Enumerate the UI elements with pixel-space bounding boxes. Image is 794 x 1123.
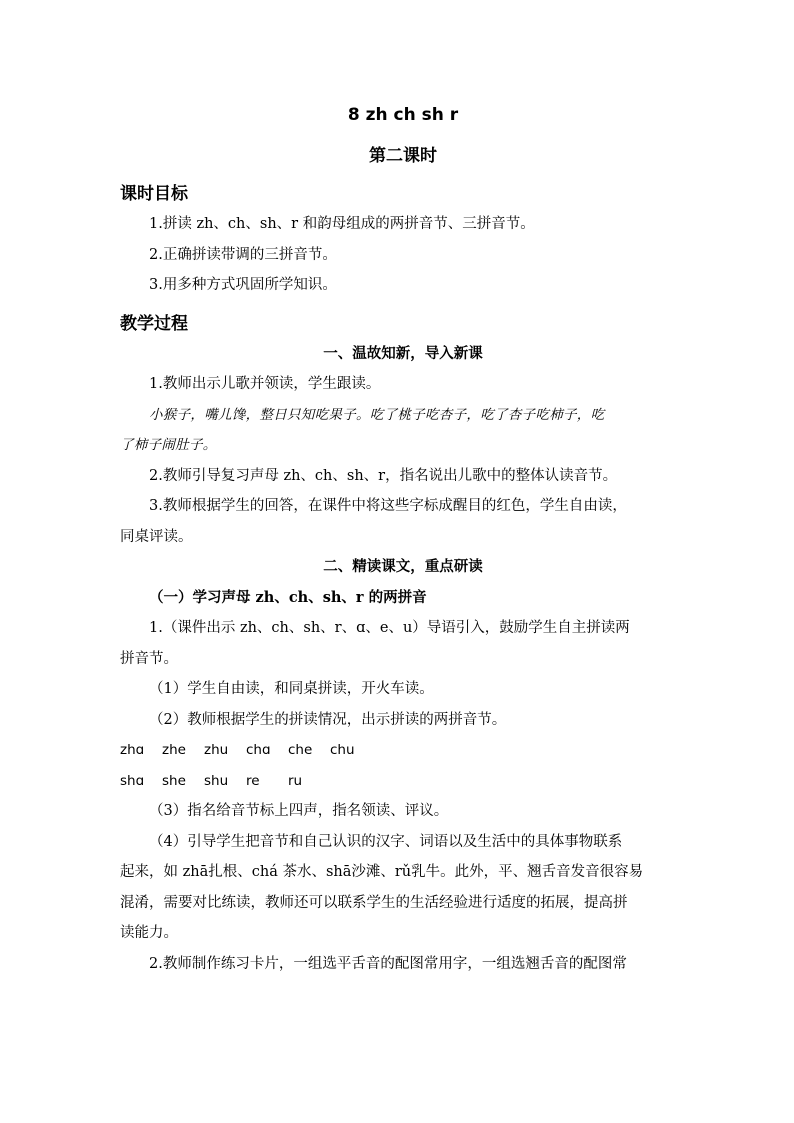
pinyin-syllable: zhɑ [120, 742, 145, 758]
paragraph: 2.教师引导复习声母 zh、ch、sh、r，指名说出儿歌中的整体认读音节。 [149, 467, 618, 484]
pinyin-syllable: re [246, 772, 260, 789]
lesson-title: 8 zh ch sh r [347, 105, 459, 125]
poem-line: 小猴子，嘴儿馋，整日只知吃果子。吃了桃子吃杏子，吃了杏子吃柿子，吃 [149, 406, 605, 423]
document-page [120, 96, 686, 979]
list-item: （2）教师根据学生的拼读情况，出示拼读的两拼音节。 [149, 711, 507, 728]
goal-item: 2.正确拼读带调的三拼音节。 [149, 246, 337, 263]
pinyin-syllable: chɑ [246, 742, 271, 758]
paragraph: 1.（课件出示 zh、ch、sh、r、ɑ、e、u）导语引入，鼓励学生自主拼读两 [149, 620, 630, 636]
goals-heading: 课时目标 [120, 184, 188, 204]
paragraph: 拼音节。 [120, 650, 178, 667]
pinyin-syllable: shu [204, 772, 229, 789]
pinyin-syllable: shɑ [120, 772, 145, 789]
paragraph: 1.教师出示儿歌并领读，学生跟读。 [149, 376, 381, 392]
pinyin-syllable: zhe [162, 742, 186, 758]
paragraph: 起来，如 zhā扎根、chá 茶水、shā沙滩、rǔ乳牛。此外，平、翘舌音发音很容易 [120, 864, 644, 880]
subsection-heading: （一）学习声母 zh、ch、sh、r 的两拼音 [149, 588, 427, 606]
pinyin-syllable: che [288, 742, 313, 758]
process-heading: 教学过程 [120, 313, 188, 334]
goal-item: 3.用多种方式巩固所学知识。 [149, 277, 337, 293]
list-item: （4）引导学生把音节和自己认识的汉字、词语以及生活中的具体事物联系 [149, 833, 623, 850]
pinyin-row [120, 735, 686, 766]
section-heading: 二、精读课文，重点研读 [323, 558, 483, 575]
poem-line: 了柿子闹肚子。 [120, 437, 217, 453]
paragraph: 2.教师制作练习卡片，一组选平舌音的配图常用字，一组选翘舌音的配图常 [149, 955, 627, 972]
paragraph: 3.教师根据学生的回答，在课件中将这些字标成醒目的红色，学生自由读， [149, 498, 627, 514]
goal-item: 1.拼读 zh、ch、sh、r 和韵母组成的两拼音节、三拼音节。 [149, 216, 535, 232]
pinyin-syllable: zhu [204, 742, 229, 758]
pinyin-syllable: chu [330, 742, 355, 758]
list-item: （3）指名给音节标上四声，指名领读、评议。 [149, 803, 449, 819]
list-item: （1）学生自由读，和同桌拼读，开火车读。 [149, 681, 434, 697]
paragraph: 读能力。 [120, 925, 178, 941]
pinyin-syllable: she [162, 772, 186, 789]
pinyin-syllable: ru [288, 772, 303, 789]
paragraph: 混淆，需要对比练读，教师还可以联系学生的生活经验进行适度的拓展，提高拼 [120, 894, 628, 911]
paragraph: 同桌评读。 [120, 528, 193, 545]
pinyin-row [120, 766, 686, 797]
section-heading: 一、温故知新，导入新课 [323, 344, 483, 362]
lesson-subtitle: 第二课时 [369, 146, 437, 166]
